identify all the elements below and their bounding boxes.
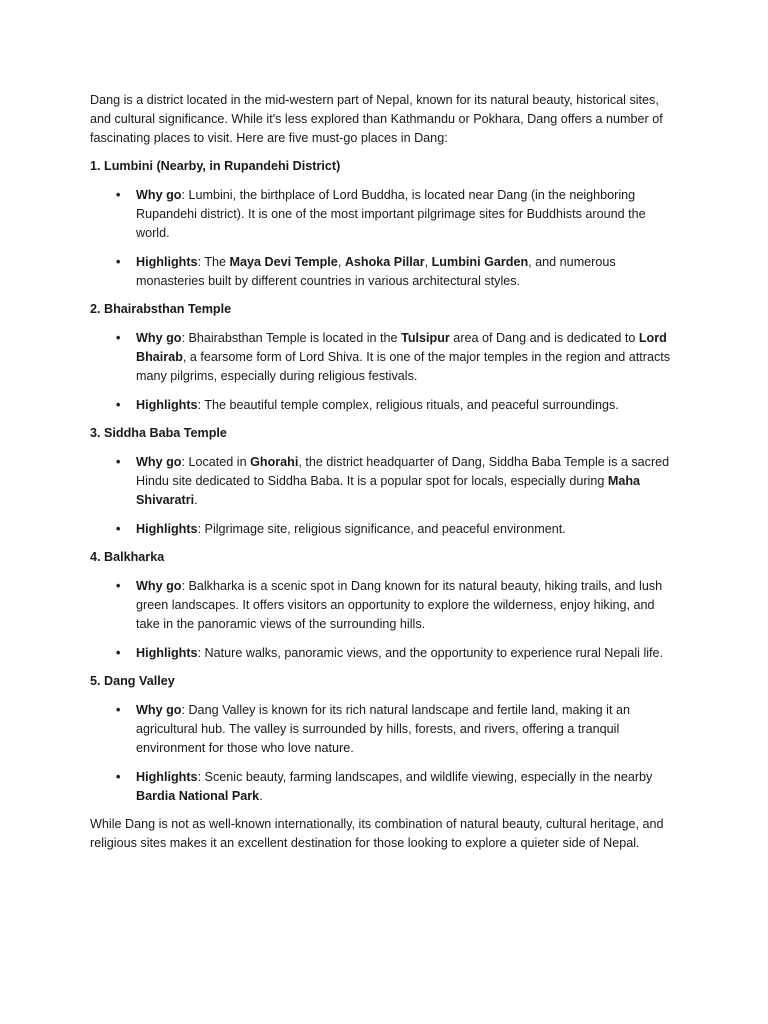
emphasis-text: Ashoka Pillar — [344, 255, 425, 269]
emphasis-text: Bardia National Park — [136, 789, 260, 803]
bullet-list — [90, 453, 680, 539]
body-text: : Balkharka is a scenic spot in Dang known for its natural beauty, hiking trails, and lush green landscapes. It offers visitors an opportunity to explore the wilderness, enjoy hiking, and take in the panoramic views of the surrounding hills. — [136, 579, 663, 631]
body-text: , — [424, 255, 432, 269]
sections-container — [90, 157, 680, 806]
bullet-icon: • — [116, 398, 121, 412]
body-text: , — [337, 255, 345, 269]
bullet-icon: • — [116, 255, 121, 269]
list-item — [90, 520, 680, 539]
item-label: Highlights — [136, 646, 198, 660]
body-text: : Scenic beauty, farming landscapes, and wildlife viewing, especially in the nearby — [197, 770, 653, 784]
item-label: Why go — [136, 188, 182, 202]
section-heading: 4. Balkharka — [90, 550, 165, 564]
body-text: : Nature walks, panoramic views, and the opportunity to experience rural Nepali life. — [197, 646, 664, 660]
item-label: Why go — [136, 331, 182, 345]
emphasis-text: Ghorahi — [250, 455, 299, 469]
emphasis-text: Lumbini Garden — [431, 255, 529, 269]
bullet-icon: • — [116, 579, 121, 593]
emphasis-text: Lord Bhairab — [136, 331, 667, 364]
item-label: Why go — [136, 455, 182, 469]
body-text: : Lumbini, the birthplace of Lord Buddha, is located near Dang (in the neighboring Rupandehi district). It is one of the most important pilgrimage sites for Buddhists around the world. — [136, 188, 646, 240]
body-text: : Dang Valley is known for its rich natural landscape and fertile land, making it an agricultural hub. The valley is surrounded by hills, forests, and rivers, offering a tranquil environment for those who love nature. — [136, 703, 630, 755]
body-text: : Located in — [181, 455, 251, 469]
list-item — [90, 644, 680, 663]
closing-paragraph: While Dang is not as well-known internationally, its combination of natural beauty, cultural heritage, and religious sites makes it an excellent destination for those looking to explore a quieter side of Nepal. — [90, 817, 664, 850]
list-item — [90, 329, 680, 386]
body-text: , a fearsome form of Lord Shiva. It is one of the major temples in the region and attracts many pilgrims, especially during religious festivals. — [136, 350, 671, 383]
bullet-icon: • — [116, 646, 121, 660]
emphasis-text: Maya Devi Temple — [229, 255, 338, 269]
body-text: : Bhairabsthan Temple is located in the — [181, 331, 402, 345]
body-text: , and numerous monasteries built by different countries in various architectural styles. — [136, 255, 616, 288]
section-heading: 3. Siddha Baba Temple — [90, 426, 227, 440]
list-item — [90, 186, 680, 243]
body-text: . — [194, 493, 198, 507]
emphasis-text: Maha Shivaratri — [136, 474, 641, 507]
body-text: : Pilgrimage site, religious significance, and peaceful environment. — [197, 522, 566, 536]
section-heading: 5. Dang Valley — [90, 674, 175, 688]
body-text: : The beautiful temple complex, religious rituals, and peaceful surroundings. — [197, 398, 619, 412]
list-item — [90, 768, 680, 806]
item-label: Why go — [136, 703, 182, 717]
list-item — [90, 577, 680, 634]
section-heading: 2. Bhairabsthan Temple — [90, 302, 232, 316]
section-heading: 1. Lumbini (Nearby, in Rupandehi District) — [90, 159, 341, 173]
emphasis-text: Tulsipur — [401, 331, 450, 345]
list-item — [90, 701, 680, 758]
item-label: Highlights — [136, 522, 198, 536]
bullet-list — [90, 329, 680, 415]
bullet-list — [90, 186, 680, 291]
bullet-list — [90, 701, 680, 806]
body-text: , the district headquarter of Dang, Siddha Baba Temple is a sacred Hindu site dedicated to Siddha Baba. It is a popular spot for locals, especially during — [136, 455, 670, 488]
item-label: Why go — [136, 579, 182, 593]
bullet-list — [90, 577, 680, 663]
bullet-icon: • — [116, 770, 121, 784]
item-label: Highlights — [136, 770, 198, 784]
list-item — [90, 253, 680, 291]
bullet-icon: • — [116, 455, 121, 469]
bullet-icon: • — [116, 703, 121, 717]
bullet-icon: • — [116, 331, 121, 345]
item-label: Highlights — [136, 398, 198, 412]
bullet-icon: • — [116, 188, 121, 202]
bullet-icon: • — [116, 522, 121, 536]
body-text: area of Dang and is dedicated to — [449, 331, 639, 345]
list-item — [90, 396, 680, 415]
list-item — [90, 453, 680, 510]
body-text: : The — [197, 255, 230, 269]
document-page — [90, 91, 680, 853]
item-label: Highlights — [136, 255, 198, 269]
intro-paragraph: Dang is a district located in the mid-western part of Nepal, known for its natural beauty, historical sites, and cultural significance. While it's less explored than Kathmandu or Pokhara, Dang offers a number of fascinating places to visit. Here are five must-go places in Dang: — [90, 93, 663, 145]
body-text: . — [259, 789, 263, 803]
